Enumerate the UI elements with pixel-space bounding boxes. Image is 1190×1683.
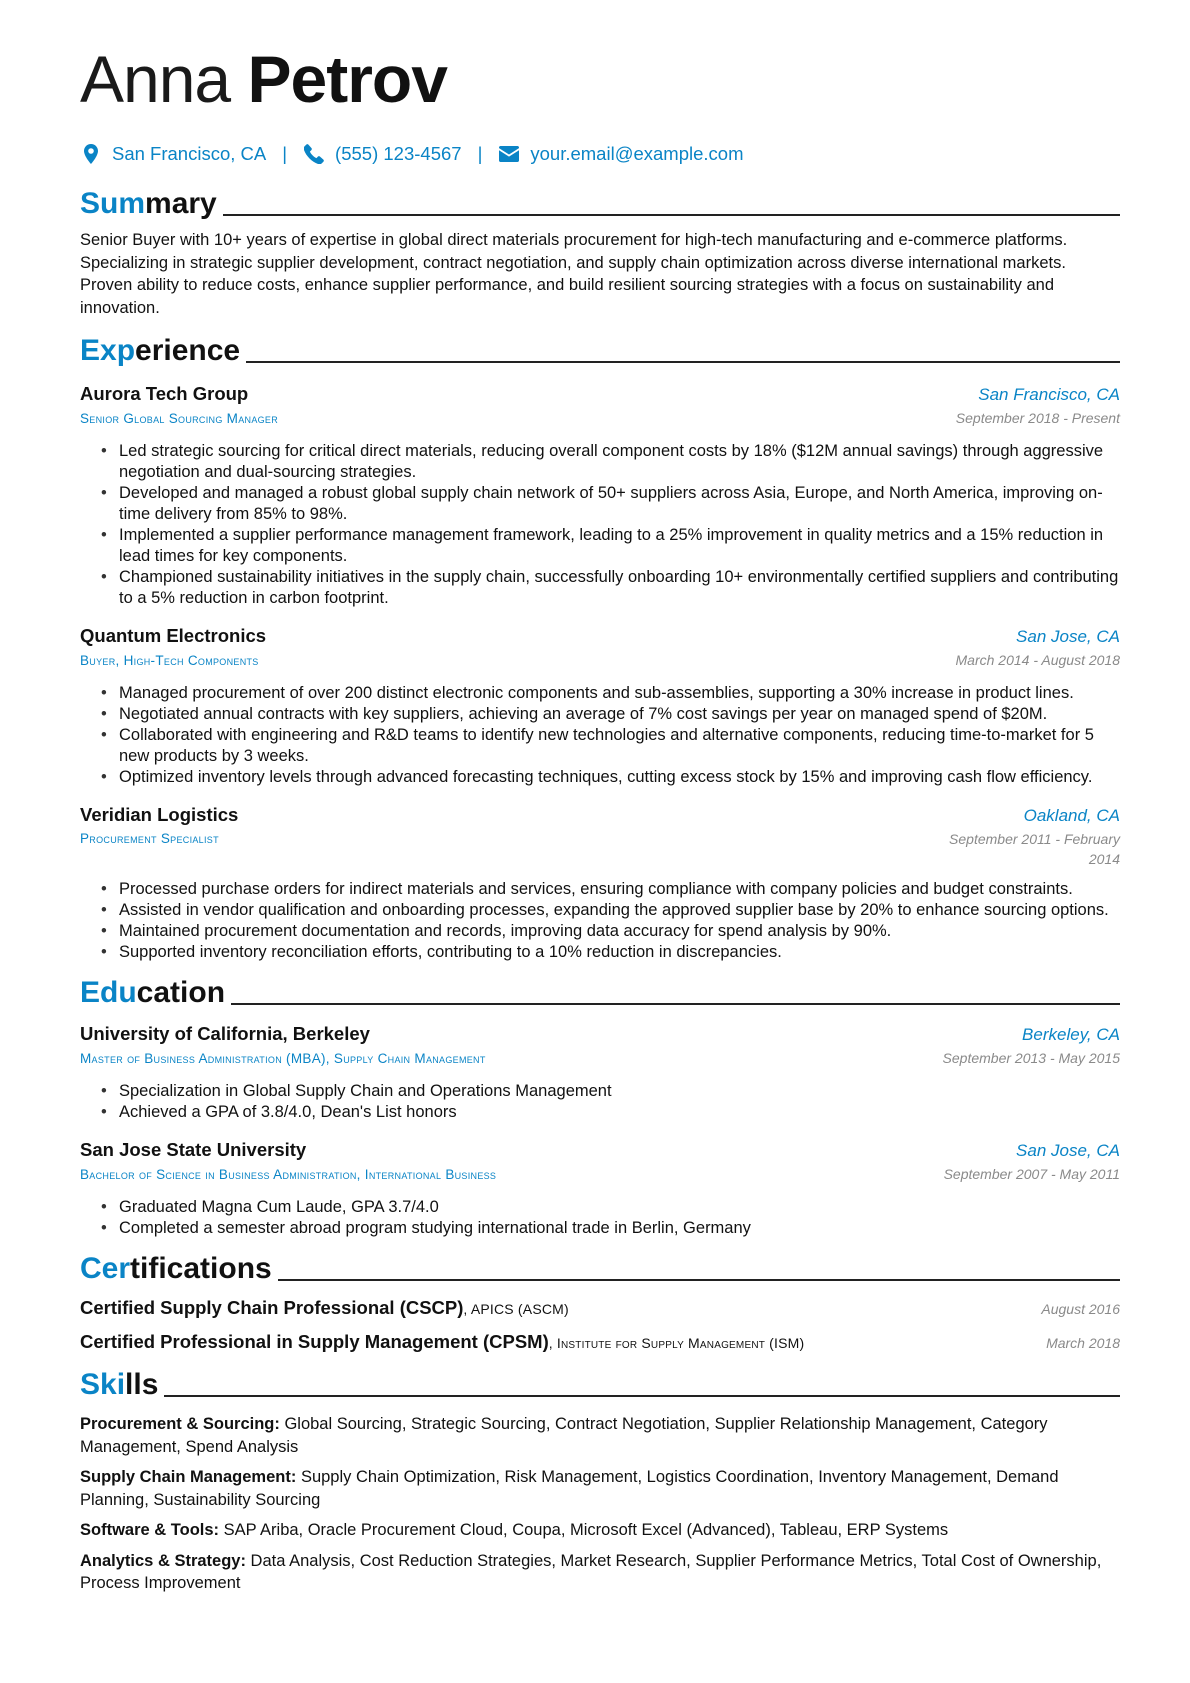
degree: Master of Business Administration (MBA), Supply Chain Management (80, 1051, 486, 1066)
list-item: • Graduated Magna Cum Laude, GPA 3.7/4.0 (101, 1197, 1120, 1218)
entry-header (80, 1021, 1120, 1048)
certification-item (80, 1331, 1120, 1361)
experience-entry (80, 623, 1120, 788)
degree: Bachelor of Science in Business Administration, International Business (80, 1167, 497, 1182)
phone-icon (303, 143, 325, 165)
school-location: San Jose, CA (1016, 1141, 1120, 1160)
list-item: • Led strategic sourcing for critical direct materials, reducing overall component costs by 18% ($12M annual savings) through aggressive negotiation and dual-sourcing strategies. (101, 441, 1120, 483)
certification-issuer: , Institute for Supply Management (ISM) (548, 1335, 805, 1351)
contact-info (80, 140, 1120, 168)
last-name: Petrov (247, 42, 447, 116)
entry-subheader (80, 650, 1120, 671)
section-title-accent: Ski (80, 1368, 126, 1401)
first-name: Anna (80, 42, 231, 116)
section-title (80, 1251, 272, 1287)
skill-group-label: Supply Chain Management: (80, 1468, 297, 1486)
section-title (80, 975, 225, 1011)
job-title: Buyer, High-Tech Components (80, 653, 259, 668)
section-divider (246, 361, 1120, 363)
job-dates: September 2018 - Present (955, 410, 1120, 426)
section-divider (164, 1395, 1120, 1397)
section-divider (231, 1003, 1120, 1005)
job-achievements (101, 683, 1120, 788)
skill-group (80, 1519, 1120, 1542)
job-dates: September 2011 - February 2014 (949, 831, 1120, 867)
list-item: • Developed and managed a robust global supply chain network of 50+ suppliers across Asia, Europe, and North America, improving on-time delivery from 85% to 98%. (101, 483, 1120, 525)
envelope-icon (498, 143, 520, 165)
skill-group-label: Software & Tools: (80, 1521, 220, 1539)
skill-group (80, 1466, 1120, 1511)
school-name: San Jose State University (80, 1139, 307, 1160)
skill-group-values: Global Sourcing, Strategic Sourcing, Contract Negotiation, Supplier Relationship Management, Category Management, Spend Analysis (80, 1415, 1048, 1456)
education-details (101, 1197, 1120, 1239)
job-title: Procurement Specialist (80, 831, 219, 846)
list-item: • Negotiated annual contracts with key suppliers, achieving an average of 7% cost savings per year on managed spend of $20M. (101, 704, 1120, 725)
job-title: Senior Global Sourcing Manager (80, 411, 279, 426)
entry-header (80, 1137, 1120, 1164)
certification-name: Certified Professional in Supply Management (CPSM) (80, 1331, 549, 1352)
skill-group-label: Procurement & Sourcing: (80, 1415, 280, 1433)
list-item: • Processed purchase orders for indirect materials and services, ensuring compliance with company policies and budget constraints. (101, 879, 1120, 900)
education-section-header (80, 971, 1120, 1011)
skill-group (80, 1413, 1120, 1458)
job-location: Oakland, CA (1023, 806, 1120, 825)
summary-section-header (80, 182, 1120, 222)
certification-date: August 2016 (1041, 1301, 1120, 1317)
entry-subheader (80, 1048, 1120, 1069)
section-title-rest: lls (125, 1368, 159, 1401)
job-location: San Francisco, CA (978, 385, 1120, 404)
experience-entry (80, 802, 1120, 963)
section-divider (223, 214, 1120, 216)
job-dates: March 2014 - August 2018 (955, 652, 1120, 668)
section-title-rest: tifications (130, 1252, 272, 1285)
list-item: • Supported inventory reconciliation efforts, contributing to a 10% reduction in discrepancies. (101, 942, 1120, 963)
employer-name: Quantum Electronics (80, 625, 267, 646)
school-dates: September 2007 - May 2011 (943, 1166, 1120, 1182)
contact-separator: | (477, 143, 483, 164)
list-item: • Optimized inventory levels through advanced forecasting techniques, cutting excess stock by 15% and improving cash flow efficiency. (101, 767, 1120, 788)
certification-text (80, 1297, 569, 1319)
certification-item (80, 1297, 1120, 1327)
section-title (80, 1367, 158, 1403)
school-name: University of California, Berkeley (80, 1023, 370, 1044)
education-details (101, 1081, 1120, 1123)
skills-section-header (80, 1363, 1120, 1403)
section-title (80, 333, 240, 369)
entry-header (80, 623, 1120, 650)
contact-separator: | (282, 143, 288, 164)
entry-subheader (80, 1164, 1120, 1185)
location-text: San Francisco, CA (112, 143, 267, 164)
section-divider (278, 1279, 1120, 1281)
map-marker-icon (80, 143, 102, 165)
certification-name: Certified Supply Chain Professional (CSCP) (80, 1297, 464, 1318)
list-item: • Assisted in vendor qualification and onboarding processes, expanding the approved supplier base by 20% to enhance sourcing options. (101, 900, 1120, 921)
section-title-accent: Edu (80, 976, 137, 1009)
education-entry (80, 1137, 1120, 1239)
section-title-rest: mary (145, 187, 217, 220)
job-location: San Jose, CA (1016, 627, 1120, 646)
candidate-name (80, 38, 1120, 120)
email-link[interactable]: your.email@example.com (530, 143, 744, 164)
list-item: • Championed sustainability initiatives in the supply chain, successfully onboarding 10+ environmentally certified suppliers and contributing to a 5% reduction in carbon footprint. (101, 567, 1120, 609)
contact-phone[interactable] (303, 143, 462, 165)
skill-group-values: SAP Ariba, Oracle Procurement Cloud, Coupa, Microsoft Excel (Advanced), Tableau, ERP Systems (219, 1521, 949, 1539)
certification-issuer: , APICS (ASCM) (463, 1301, 569, 1317)
list-item: • Completed a semester abroad program studying international trade in Berlin, Germany (101, 1218, 1120, 1239)
resume-page (80, 38, 1120, 1595)
experience-entry (80, 381, 1120, 609)
certification-date: March 2018 (1046, 1335, 1120, 1351)
section-title-rest: cation (136, 976, 226, 1009)
list-item: • Specialization in Global Supply Chain and Operations Management (101, 1081, 1120, 1102)
certification-text (80, 1331, 804, 1353)
school-location: Berkeley, CA (1022, 1025, 1120, 1044)
entry-subheader (80, 829, 1120, 869)
skill-group-label: Analytics & Strategy: (80, 1551, 246, 1570)
employer-name: Veridian Logistics (80, 804, 239, 825)
section-title-accent: Exp (80, 334, 136, 367)
contact-location (80, 143, 266, 165)
job-achievements (101, 441, 1120, 609)
skill-group-values: Supply Chain Optimization, Risk Management, Logistics Coordination, Inventory Management, Demand Planning, Sustainability Sourcing (80, 1468, 1059, 1509)
education-entry (80, 1021, 1120, 1123)
entry-subheader (80, 408, 1120, 429)
certifications-section-header (80, 1247, 1120, 1287)
school-dates: September 2013 - May 2015 (942, 1050, 1120, 1066)
skill-group-values: Data Analysis, Cost Reduction Strategies, Market Research, Supplier Performance Metrics, Total Cost of Ownership, Process Improvement (80, 1551, 1102, 1592)
section-title-rest: erience (135, 334, 241, 367)
list-item: • Managed procurement of over 200 distinct electronic components and sub-assemblies, supporting a 30% increase in product lines. (101, 683, 1120, 704)
section-title-accent: Cer (80, 1252, 131, 1285)
job-achievements (101, 879, 1120, 963)
employer-name: Aurora Tech Group (80, 383, 249, 404)
summary-text: Senior Buyer with 10+ years of expertise in global direct materials procurement for high-tech manufacturing and e-commerce platforms. Specializing in strategic supplier development, contract negotiation, and supply chain optimization across diverse international markets. Proven ability to reduce costs, enhance supplier performance, and build resilient sourcing strategies with a focus on sustainability and innovation. (80, 231, 1068, 317)
contact-email[interactable] (498, 143, 743, 165)
list-item: • Maintained procurement documentation and records, improving data accuracy for spend analysis by 90%. (101, 921, 1120, 942)
list-item: • Collaborated with engineering and R&D teams to identify new technologies and alternative components, reducing time-to-market for 5 new products by 3 weeks. (101, 725, 1120, 767)
section-title-accent: Sum (80, 187, 146, 220)
section-title (80, 186, 217, 222)
list-item: • Implemented a supplier performance management framework, leading to a 25% improvement in quality metrics and a 15% reduction in lead times for key components. (101, 525, 1120, 567)
phone-text[interactable]: (555) 123-4567 (335, 143, 462, 164)
list-item: • Achieved a GPA of 3.8/4.0, Dean's List honors (101, 1102, 1120, 1123)
entry-header (80, 381, 1120, 408)
entry-header (80, 802, 1120, 829)
experience-section-header (80, 329, 1120, 369)
skill-group (80, 1550, 1120, 1595)
